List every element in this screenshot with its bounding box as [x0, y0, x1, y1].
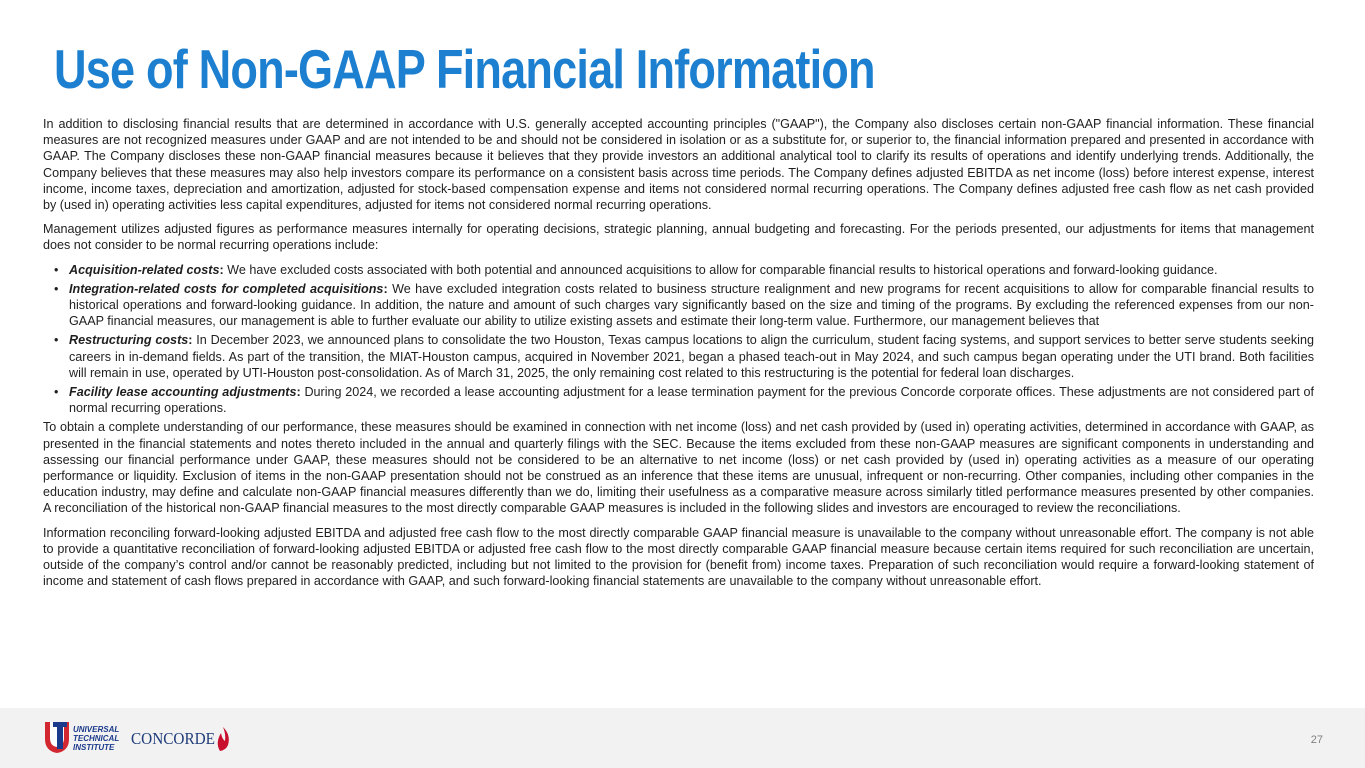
concorde-logo-icon [131, 727, 229, 751]
bullet-colon: : [296, 385, 301, 400]
uti-logo-line: UNIVERSAL [73, 725, 120, 734]
paragraph-understanding: To obtain a complete understanding of our performance, these measures should be examined in connection with net income (loss) and net cash provided by (used in) operating activities, determined in accordance with GAAP, as presented in the financial statements and notes thereto included in the annual and quarterly filings with the SEC. Because the items excluded from these non-GAAP measures are significant components in understanding and assessing our financial performance under GAAP, these measures should not be considered to be an alternative to net income (loss) or net cash provided by (used in) operating activities as a measure of our operating performance or liquidity. Exclusion of items in the non-GAAP presentation should not be construed as an inference that these items are unusual, infrequent or non-recurring. Other companies, including other companies in the education industry, may define and calculate non-GAAP financial measures differently than we do, limiting their usefulness as a comparative measure across similarly titled performance measures presented by other companies. A reconciliation of the historical non-GAAP financial measures to the most directly comparable GAAP measures is included in the following slides and investors are encouraged to review the reconciliations. [43, 420, 1314, 516]
bullet-dot-icon: • [54, 281, 59, 296]
uti-logo-line: INSTITUTE [73, 743, 115, 752]
bullet-text: In December 2023, we announced plans to consolidate the two Houston, Texas campus locations to align the curriculum, student facing systems, and support services to better serve students seeking careers in in-demand fields. As part of the transition, the MIAT-Houston campus, acquired in November 2021, began a phased teach-out in May 2024, and such campus began operating under the UTI brand. Both facilities will remain in use, operated by UTI-Houston post-consolidation. As of March 31, 2025, the only remaining cost related to this restructuring is the potential for federal loan discharges. [69, 333, 1314, 380]
paragraph-definitions: In addition to disclosing financial results that are determined in accordance with U.S. generally accepted accounting principles ("GAAP"), the Company also discloses certain non-GAAP financial information. These financial measures are not recognized measures under GAAP and are not intended to be and should not be considered in isolation or as a substitute for, or superior to, the financial information prepared and presented in accordance with GAAP. The Company discloses these non-GAAP financial measures because it believes that they provide investors an additional analytical tool to clarify its results of operations and identify underlying trends. Additionally, the Company believes that these measures may also help investors compare its performance on a consistent basis across time periods. The Company defines adjusted EBITDA as net income (loss) before interest expense, interest income, income taxes, depreciation and amortization, adjusted for stock-based compensation expense and items not considered normal recurring operations. The Company defines adjusted free cash flow as net cash provided by (used in) operating activities less capital expenditures, adjusted for items not considered normal recurring operations. [43, 117, 1314, 213]
bullet-colon: : [188, 333, 193, 348]
paragraph-forward-looking: Information reconciling forward-looking adjusted EBITDA and adjusted free cash flow to the most directly comparable GAAP financial measure is unavailable to the company without unreasonable effort. The company is not able to provide a quantitative reconciliation of forward-looking adjusted EBITDA or adjusted free cash flow to the most directly comparable GAAP financial measure because certain items required for such reconciliation are uncertain, outside of the company’s control and/or cannot be reasonably predicted, including but not limited to the provision for (benefit from) income taxes. Preparation of such reconciliation would require a forward-looking statement of income and statement of cash flows prepared in accordance with GAAP, and such forward-looking financial statements are unavailable to the company without unreasonable effort. [43, 525, 1314, 589]
uti-logo-line: TECHNICAL [73, 734, 120, 743]
bullet-heading: Acquisition-related costs [69, 262, 220, 277]
list-item [43, 281, 1314, 330]
bullet-dot-icon: • [54, 333, 59, 348]
adjustments-list [43, 262, 1314, 417]
company-logos [43, 719, 233, 757]
bullet-dot-icon: • [54, 385, 59, 400]
list-item [43, 384, 1314, 416]
bullet-heading: Facility lease accounting adjustments [69, 385, 297, 400]
uti-logo-icon [45, 722, 119, 753]
list-item [43, 332, 1314, 381]
bullet-heading: Integration-related costs for completed acquisitions [69, 281, 384, 296]
list-item [43, 262, 1314, 278]
bullet-text: We have excluded costs associated with both potential and announced acquisitions to allow for comparable financial results to historical operations and forward-looking guidance. [223, 262, 1218, 277]
paragraph-management-usage: Management utilizes adjusted figures as performance measures internally for operating decisions, strategic planning, annual budgeting and forecasting. For the periods presented, our adjustments for items that management does not consider to be normal recurring operations include: [43, 222, 1314, 253]
bullet-colon: : [383, 281, 388, 296]
slide-body [43, 116, 1314, 597]
bullet-colon: : [219, 262, 224, 277]
bullet-text: During 2024, we recorded a lease accounting adjustment for a lease termination payment for the previous Concorde corporate offices. These adjustments are not considered part of normal recurring operations. [69, 385, 1314, 416]
bullet-text: We have excluded integration costs related to business structure realignment and new programs for recent acquisitions to allow for comparable financial results to historical operations and forward-looking guidance. In addition, the nature and amount of such charges vary significantly based on the size and timing of the programs. By excluding the referenced expenses from our non-GAAP financial measures, our management is able to further evaluate our ability to utilize existing assets and estimate their long-term value. Furthermore, our management believes that [69, 281, 1314, 329]
slide-title: Use of Non-GAAP Financial Information [54, 38, 875, 100]
page-number: 27 [1310, 734, 1323, 746]
concorde-wordmark: CONCORDE [131, 729, 215, 748]
bullet-dot-icon: • [54, 262, 59, 277]
footer-bar [0, 708, 1365, 768]
bullet-heading: Restructuring costs [69, 333, 189, 348]
